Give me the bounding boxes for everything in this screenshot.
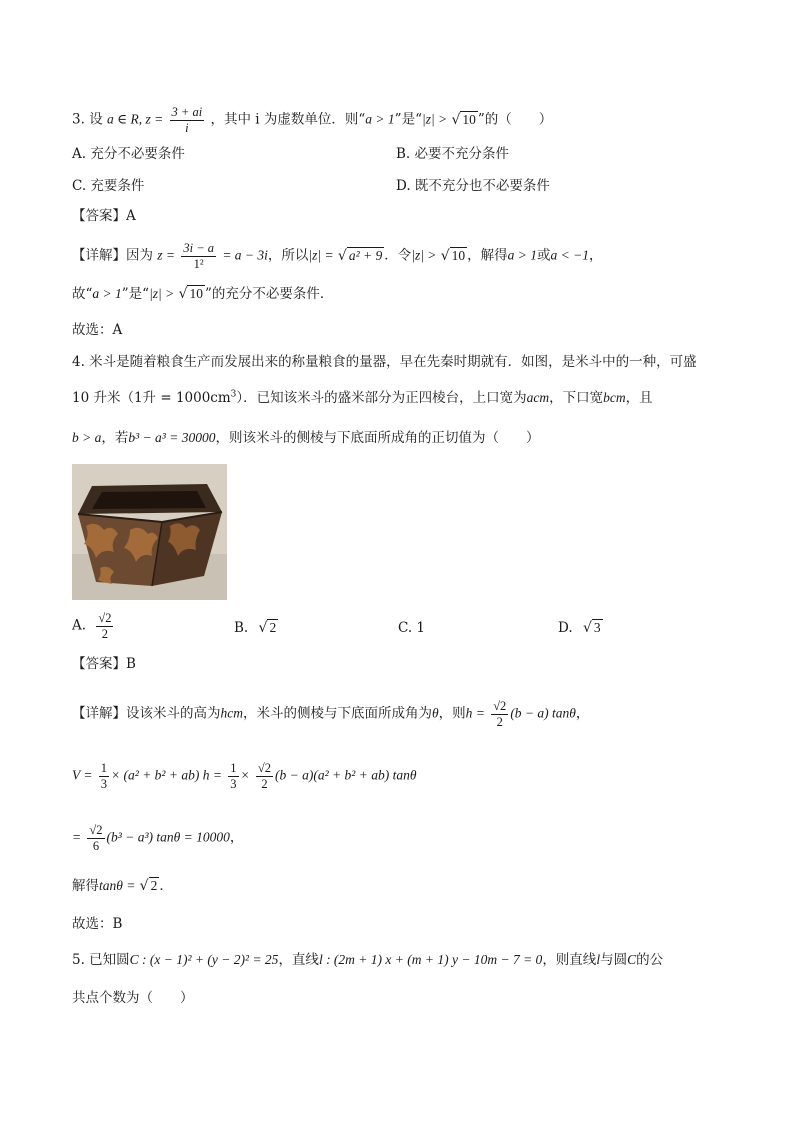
q3-answer: 【答案】A (72, 208, 136, 224)
q4-detail-line3: = $\frac{√2}{6}$ (b³ − a³) tanθ = 10000， (72, 823, 244, 853)
q4-answer: 【答案】B (72, 656, 136, 672)
q4-choose: 故选：B (72, 916, 123, 932)
q4-detail-line4: 解得tanθ = √ 2 ． (72, 878, 173, 894)
rice-measure-photo (72, 464, 227, 600)
q5-stem-line2: 共点个数为（ ） (72, 990, 194, 1006)
q4-detail-line1: 【详解】设该米斗的高为hcm，米斗的侧棱与下底面所成角为θ，则h = $\frac{√2}{2}$ (b − a) tanθ， (72, 699, 590, 729)
q4-stem-line2: 10 升米（1升 = $1000cm^3$）．已知该米斗的盛米部分为正四棱台，上口宽为acm，下口宽bcm，且 (72, 389, 653, 406)
sqrt2-over-6: $\frac{√2}{6}$ (89, 823, 103, 853)
sqrt-3: √ 3 (582, 620, 601, 636)
q4-option-c: C. 1 (398, 620, 426, 636)
sqrt-2: √ 2 (139, 878, 158, 894)
sqrt-10: √ 10 (440, 247, 466, 264)
q3-detail-fraction: $\frac{3i - a}{\text{1²}}$ (183, 241, 215, 271)
sqrt-a2-plus-9: √ a² + 9 (337, 247, 383, 264)
q3-detail-line1: 【详解】因为 z = $\frac{3i - a}{\text{1²}}$ = a − 3i，所以|z| = √ a² + 9 ．令|z| > √ 10 ，解得a > 1或a < −1， (72, 241, 603, 271)
q3-detail-line2: 故“a > 1”是“|z| > √ 10 ”的充分不必要条件． (72, 286, 334, 302)
q5-stem-line1: 5. 已知圆C : (x − 1)² + (y − 2)² = 25，直线l : (2m + 1) x + (m + 1) y − 10m − 7 = 0，则直线l与圆C的公 (72, 952, 664, 968)
q3-choose: 故选：A (72, 322, 123, 338)
q4-option-d: D. √ 3 (558, 620, 601, 636)
q3-number: 3. (72, 111, 85, 128)
q4-stem-line1: 4. 米斗是随着粮食生产而发展出来的称量粮食的量器，早在先秦时期就有．如图，是米斗中的一种，可盛 (72, 354, 697, 370)
q4-stem-line3: b > a，若b³ − a³ = 30000，则该米斗的侧棱与下底面所成角的正切值为（ ） (72, 430, 540, 446)
q3-option-c: C. 充要条件 (72, 178, 145, 194)
q4-detail-line2: V = $\frac{1}{3}$ × (a² + b² + ab) h = $\frac{1}{3}$ × $\frac{√2}{2}$ (b − a)(a² + b² + ab) tanθ (72, 761, 417, 791)
q4-option-b: B. √ 2 (234, 620, 277, 636)
q4-option-a: A. $\frac{√2}{2}$ (72, 611, 112, 641)
sqrt-10: √ 10 (178, 286, 203, 302)
q3-option-d: D. 既不充分也不必要条件 (396, 178, 550, 194)
one-third: $\frac{1}{3}$ (230, 761, 237, 791)
sqrt-2: √ 2 (258, 620, 277, 636)
q3-option-a: A. 充分不必要条件 (72, 146, 185, 162)
rice-measure-illustration (72, 464, 227, 600)
sqrt2-over-2: $\frac{√2}{2}$ (257, 761, 272, 791)
q3-option-b: B. 必要不充分条件 (396, 146, 510, 162)
one-third: $\frac{1}{3}$ (100, 761, 108, 791)
sqrt-10: √ 10 (451, 111, 476, 128)
q3-fraction: $\frac{3 + ai}{i}$ (171, 105, 203, 135)
q4-option-a-fraction: $\frac{√2}{2}$ (98, 611, 112, 641)
q3-stem: 3. 设 a ∈ R, z = $\frac{3 + ai}{i}$ ，其中 i 为虚数单位．则“a > 1”是“|z| > √ 10 ”的（ ） (72, 105, 553, 135)
sqrt2-over-2: $\frac{√2}{2}$ (493, 699, 507, 729)
